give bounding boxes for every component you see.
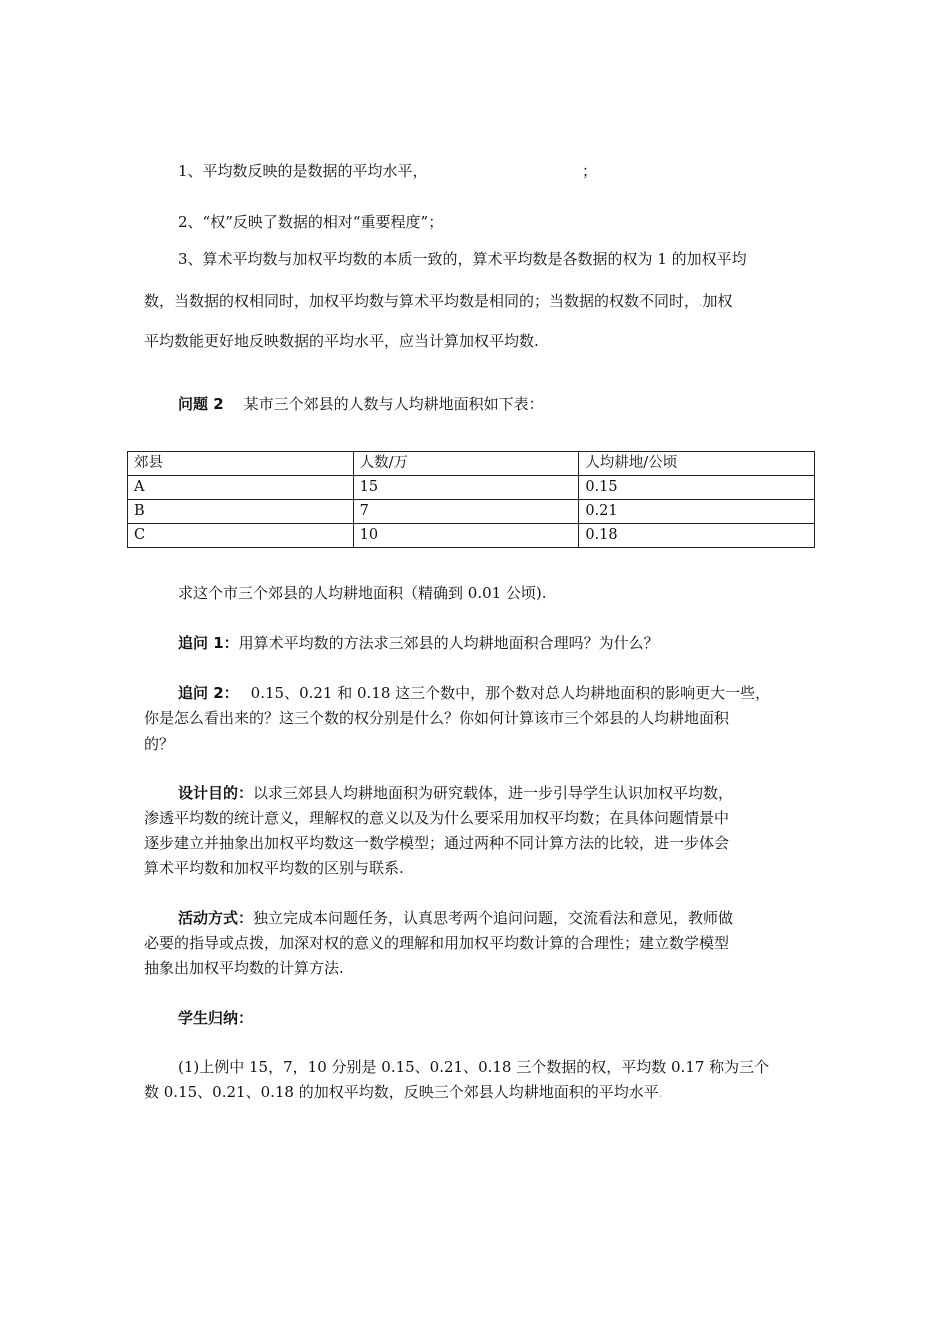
point-3-line-2-tail: 加权 bbox=[702, 292, 733, 310]
activity-line-3: 抽象出加权平均数的计算方法. bbox=[144, 959, 344, 977]
activity-line-2: 必要的指导或点拨，加深对权的意义的理解和用加权平均数计算的合理性；建立数学模型 bbox=[144, 934, 730, 952]
followup-2-line-1 bbox=[178, 683, 770, 703]
point-1 bbox=[178, 161, 428, 181]
table-cell: 15 bbox=[353, 476, 579, 500]
table-cell: B bbox=[128, 500, 354, 524]
activity-line-1 bbox=[178, 908, 733, 928]
followup-2-label: 追问 2： bbox=[178, 684, 239, 702]
point-3-line-3: 平均数能更好地反映数据的平均水平，应当计算加权平均数. bbox=[144, 332, 539, 350]
student-summary-heading bbox=[178, 1008, 253, 1028]
table-header-row bbox=[128, 452, 815, 476]
followup-2-line-3: 的？ bbox=[144, 735, 175, 753]
table-cell: A bbox=[128, 476, 354, 500]
table-cell: C bbox=[128, 524, 354, 548]
table-header-cell: 郊县 bbox=[128, 452, 354, 476]
activity-label: 活动方式： bbox=[178, 909, 254, 927]
student-summary-text: 数 0.15、0.21、0.18 的加权平均数，反映三个郊县人均耕地面积的平均水平 bbox=[144, 1083, 659, 1101]
table-row bbox=[128, 524, 815, 548]
design-purpose-text: 以求三郊县人均耕地面积为研究载体，进一步引导学生认识加权平均数， bbox=[253, 784, 734, 802]
design-purpose-line-3: 逐步建立并抽象出加权平均数这一数学模型；通过两种不同计算方法的比较，进一步体会 bbox=[144, 834, 730, 852]
point-1-text: 1、平均数反映的是数据的平均水平， bbox=[178, 162, 428, 180]
table-cell: 0.15 bbox=[579, 476, 815, 500]
design-purpose-line-2: 渗透平均数的统计意义，理解权的意义以及为什么要采用加权平均数；在具体问题情景中 bbox=[144, 809, 730, 827]
county-table bbox=[127, 451, 815, 548]
student-summary-line-1: (1)上例中 15，7，10 分别是 0.15、0.21、0.18 三个数据的权，平均数 0.17 称为三个 bbox=[178, 1058, 770, 1076]
table-header-cell: 人数/万 bbox=[353, 452, 579, 476]
design-purpose-label: 设计目的： bbox=[178, 784, 254, 802]
problem-2-text: 某市三个郊县的人数与人均耕地面积如下表： bbox=[243, 395, 544, 413]
point-3-line-2-text: 数，当数据的权相同时，加权平均数与算术平均数是相同的；当数据的权数不同时， bbox=[144, 292, 700, 310]
problem-2-label: 问题 2 bbox=[178, 395, 224, 413]
student-summary-label: 学生归纳： bbox=[178, 1009, 254, 1027]
point-3-line-2 bbox=[144, 291, 733, 313]
design-purpose-line-4: 算术平均数和加权平均数的区别与联系. bbox=[144, 859, 404, 877]
followup-2-line-2: 你是怎么看出来的？这三个数的权分别是什么？你如何计算该市三个郊县的人均耕地面积 bbox=[144, 709, 730, 727]
table-cell: 0.18 bbox=[579, 524, 815, 548]
table-header-cell: 人均耕地/公顷 bbox=[579, 452, 815, 476]
table-cell: 10 bbox=[353, 524, 579, 548]
point-3-mark: . bbox=[699, 296, 703, 309]
student-summary-mark: . bbox=[658, 1087, 663, 1100]
followup-2-text: 0.15、0.21 和 0.18 这三个数中，那个数对总人均耕地面积的影响更大一些， bbox=[250, 684, 771, 702]
table-row bbox=[128, 476, 815, 500]
point-2: 2、“权”反映了数据的相对“重要程度”； bbox=[178, 213, 444, 231]
question: 求这个市三个郊县的人均耕地面积（精确到 0.01 公顷). bbox=[178, 584, 547, 602]
followup-1 bbox=[178, 633, 659, 653]
point-1-tail: ； bbox=[582, 162, 598, 180]
table-cell: 0.21 bbox=[579, 500, 815, 524]
problem-2 bbox=[178, 394, 544, 414]
point-3-line-1: 3、算术平均数与加权平均数的本质一致的，算术平均数是各数据的权为 1 的加权平均 bbox=[178, 250, 747, 268]
followup-1-text: 用算术平均数的方法求三郊县的人均耕地面积合理吗？为什么？ bbox=[238, 634, 659, 652]
student-summary-line-2 bbox=[144, 1082, 662, 1104]
table-cell: 7 bbox=[353, 500, 579, 524]
table-row bbox=[128, 500, 815, 524]
followup-1-label: 追问 1： bbox=[178, 634, 239, 652]
design-purpose-line-1 bbox=[178, 783, 733, 803]
activity-text: 独立完成本问题任务，认真思考两个追问问题，交流看法和意见，教师做 bbox=[253, 909, 734, 927]
